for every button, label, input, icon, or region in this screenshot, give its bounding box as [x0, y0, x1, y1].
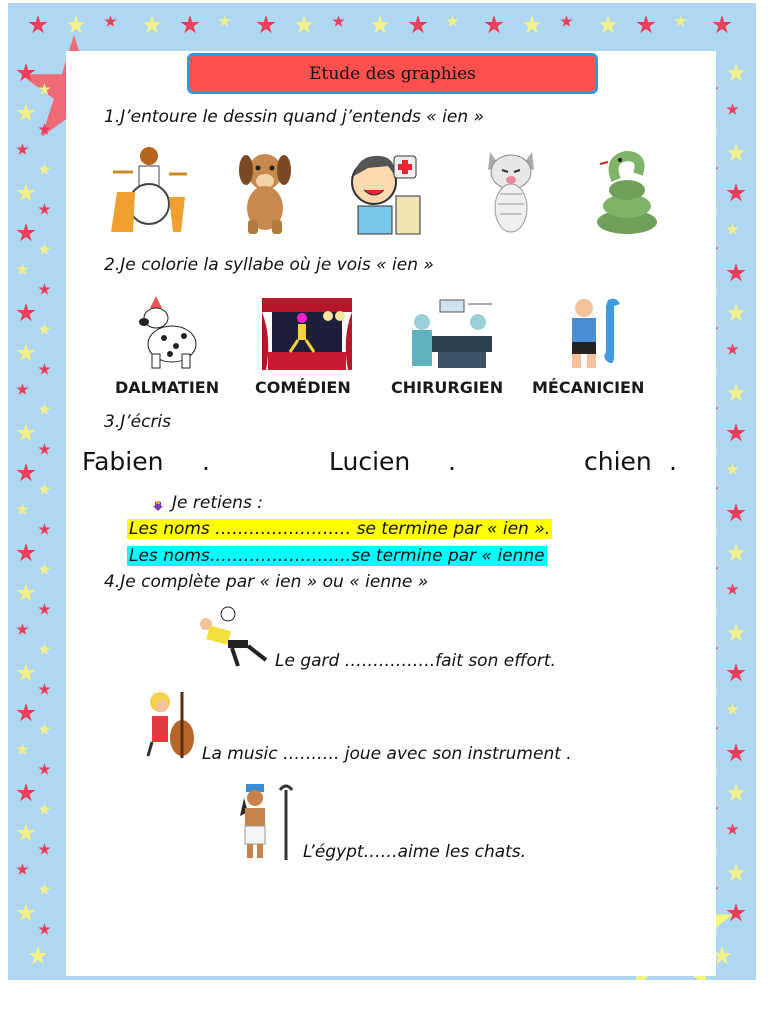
border-star-icon: [294, 15, 314, 35]
rule-line-ienne[interactable]: Les noms…………………….se termine par « ienne: [129, 546, 545, 566]
border-star-icon: [16, 623, 29, 636]
rule-heading: Je retiens :: [172, 493, 263, 513]
border-star-icon: [726, 343, 739, 356]
border-star-icon: [560, 15, 573, 28]
border-star-icon: [38, 683, 51, 696]
border-star-icon: [726, 503, 746, 523]
border-star-icon: [726, 583, 739, 596]
exercise-1-instruction: 1.J’entoure le dessin quand j’entends « ien »: [104, 107, 485, 127]
border-star-icon: [218, 15, 231, 28]
border-star-icon: [726, 823, 739, 836]
border-star-icon: [16, 703, 36, 723]
exercise-2-instruction: 2.Je colorie la syllabe où je vois « ien »: [104, 255, 434, 275]
border-star-icon: [38, 203, 51, 216]
word-fabien: Fabien: [82, 447, 164, 476]
egyptian-icon: [236, 782, 300, 862]
border-star-icon: [16, 863, 29, 876]
border-star-icon: [16, 663, 36, 683]
border-star-icon: [66, 15, 86, 35]
border-star-icon: [38, 523, 51, 536]
border-star-icon: [104, 15, 117, 28]
border-star-icon: [38, 923, 51, 936]
surgeons-icon[interactable]: [402, 296, 496, 370]
border-star-icon: [38, 163, 51, 176]
drummer-icon[interactable]: [107, 142, 191, 236]
border-star-icon: [16, 743, 29, 756]
syllable-word-comedien[interactable]: COMÉDIEN: [255, 378, 351, 397]
goalkeeper-icon: [188, 606, 270, 670]
border-star-icon: [38, 603, 51, 616]
border-star-icon: [522, 15, 542, 35]
border-star-icon: [726, 223, 739, 236]
border-star-icon: [726, 863, 746, 883]
border-star-icon: [332, 15, 345, 28]
border-star-icon: [38, 403, 51, 416]
border-star-icon: [408, 15, 428, 35]
border-star-icon: [16, 103, 36, 123]
word-lucien: Lucien: [329, 447, 411, 476]
border-star-icon: [446, 15, 459, 28]
border-star-icon: [180, 15, 200, 35]
border-star-icon: [16, 823, 36, 843]
page-title: Etude des graphies: [187, 53, 598, 94]
actor-icon[interactable]: [262, 298, 352, 370]
border-star-icon: [16, 423, 36, 443]
border-star-icon: [16, 303, 36, 323]
sentence-2[interactable]: La music ………. joue avec son instrument .: [202, 744, 572, 764]
border-star-icon: [38, 763, 51, 776]
border-star-icon: [38, 843, 51, 856]
border-star-icon: [726, 183, 746, 203]
exercise-3-instruction: 3.J’écris: [104, 412, 172, 432]
border-star-icon: [16, 503, 29, 516]
dalmatian-icon[interactable]: [128, 296, 204, 370]
border-star-icon: [16, 583, 36, 603]
border-star-icon: [16, 343, 36, 363]
kitten-icon[interactable]: [480, 144, 542, 236]
border-star-icon: [38, 723, 51, 736]
border-star-icon: [38, 443, 51, 456]
border-star-icon: [674, 15, 687, 28]
dog-icon[interactable]: [236, 148, 294, 236]
border-star-icon: [726, 463, 739, 476]
word-lucien-blank[interactable]: .: [448, 447, 456, 476]
sentence-1[interactable]: Le gard …………….fait son effort.: [275, 651, 556, 671]
border-star-icon: [38, 803, 51, 816]
border-star-icon: [726, 703, 739, 716]
border-star-icon: [726, 903, 746, 923]
syllable-word-chirurgien[interactable]: CHIRURGIEN: [391, 378, 504, 397]
border-star-icon: [38, 563, 51, 576]
border-star-icon: [726, 743, 746, 763]
border-star-icon: [726, 623, 746, 643]
doctor-icon[interactable]: [348, 146, 424, 236]
border-star-icon: [256, 15, 276, 35]
word-chien: chien: [584, 447, 652, 476]
rule-line-ien[interactable]: Les noms …………………… se termine par « ien ».: [129, 519, 551, 539]
arrow-down-bullet-icon: [152, 500, 164, 512]
border-star-icon: [598, 15, 618, 35]
border-star-icon: [726, 63, 746, 83]
border-star-icon: [142, 15, 162, 35]
border-star-icon: [16, 783, 36, 803]
border-star-icon: [726, 663, 746, 683]
border-star-icon: [484, 15, 504, 35]
border-star-icon: [636, 15, 656, 35]
border-star-icon: [16, 183, 36, 203]
border-star-icon: [726, 263, 746, 283]
border-star-icon: [28, 946, 48, 966]
word-fabien-blank[interactable]: .: [202, 447, 210, 476]
border-star-icon: [726, 143, 746, 163]
cellist-icon: [142, 688, 202, 760]
border-star-icon: [38, 883, 51, 896]
border-star-icon: [370, 15, 390, 35]
border-star-icon: [726, 303, 746, 323]
border-star-icon: [38, 643, 51, 656]
sentence-3[interactable]: L’égypt……aime les chats.: [303, 842, 527, 862]
border-star-icon: [16, 903, 36, 923]
syllable-word-dalmatien[interactable]: DALMATIEN: [115, 378, 220, 397]
border-star-icon: [726, 543, 746, 563]
snake-icon[interactable]: [594, 150, 660, 236]
mechanic-icon[interactable]: [560, 296, 626, 370]
border-star-icon: [16, 463, 36, 483]
exercise-4-instruction: 4.Je complète par « ien » ou « ienne »: [104, 572, 429, 592]
border-star-icon: [16, 383, 29, 396]
border-star-icon: [726, 783, 746, 803]
border-star-icon: [712, 15, 732, 35]
border-star-icon: [38, 243, 51, 256]
border-star-icon: [38, 363, 51, 376]
border-star-icon: [726, 423, 746, 443]
border-star-icon: [38, 323, 51, 336]
border-star-icon: [16, 143, 29, 156]
border-star-icon: [38, 283, 51, 296]
border-star-icon: [726, 103, 739, 116]
border-star-icon: [726, 383, 746, 403]
syllable-word-mecanicien[interactable]: MÉCANICIEN: [532, 378, 645, 397]
border-star-icon: [16, 263, 29, 276]
border-star-icon: [16, 543, 36, 563]
border-star-icon: [16, 223, 36, 243]
border-star-icon: [28, 15, 48, 35]
border-star-icon: [38, 483, 51, 496]
word-chien-blank[interactable]: .: [669, 447, 677, 476]
